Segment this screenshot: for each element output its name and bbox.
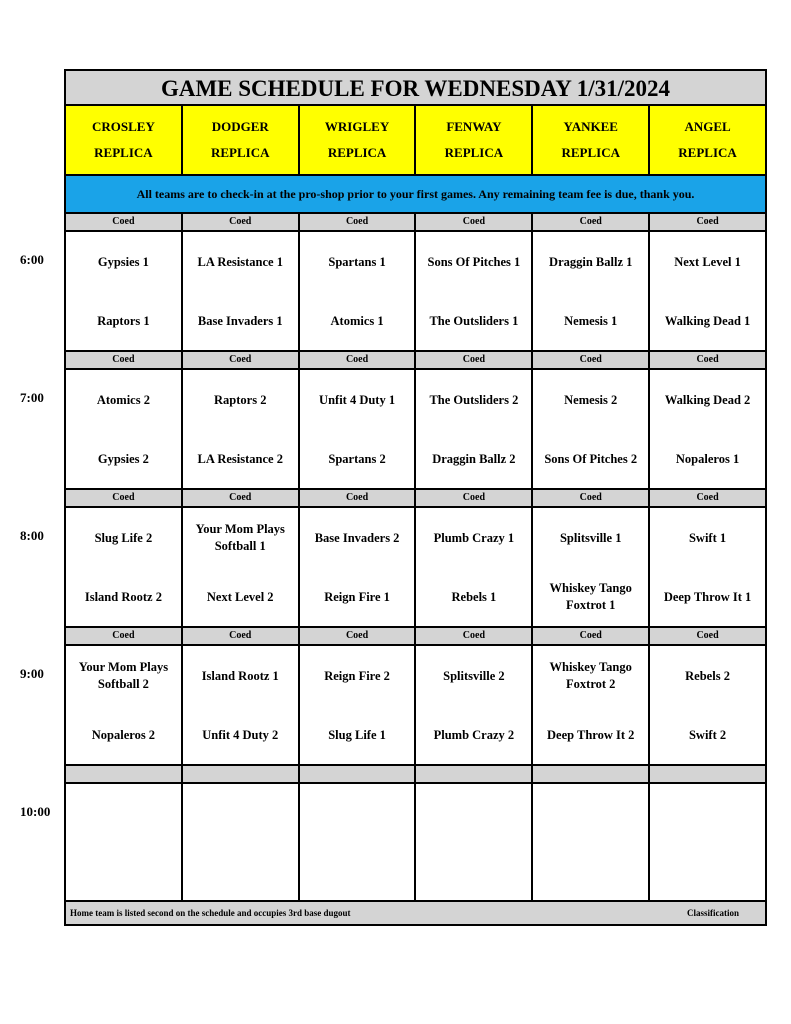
home-team: Unfit 4 Duty 2 bbox=[202, 727, 279, 742]
away-team bbox=[416, 794, 531, 834]
home-team: Base Invaders 1 bbox=[197, 313, 283, 328]
field-type: REPLICA bbox=[210, 145, 270, 160]
field-header-wrigley bbox=[300, 106, 417, 174]
classification-cell bbox=[533, 766, 650, 782]
home-team: Rebels 1 bbox=[451, 589, 497, 604]
home-team: The Outsliders 1 bbox=[429, 313, 519, 328]
away-team bbox=[533, 794, 648, 834]
classification-cell: Coed bbox=[183, 214, 300, 230]
classification-cell bbox=[183, 766, 300, 782]
time-slot-block bbox=[66, 352, 765, 490]
home-team-note: Home team is listed second on the schedule and occupies 3rd base dugout bbox=[70, 908, 351, 918]
home-team: Deep Throw It 1 bbox=[663, 589, 752, 604]
field-header-angel bbox=[650, 106, 765, 174]
field-name: YANKEE bbox=[563, 119, 618, 134]
home-team: Sons Of Pitches 2 bbox=[544, 451, 638, 466]
field-name: DODGER bbox=[211, 119, 269, 134]
classification-cell: Coed bbox=[416, 352, 533, 368]
home-team: Gypsies 2 bbox=[97, 451, 149, 466]
time-label: 10:00 bbox=[20, 804, 51, 819]
field-type: REPLICA bbox=[444, 145, 504, 160]
time-label: 6:00 bbox=[20, 252, 44, 267]
away-team: Sons Of Pitches 1 bbox=[427, 254, 521, 269]
home-team: Draggin Ballz 2 bbox=[432, 451, 516, 466]
away-team: Draggin Ballz 1 bbox=[549, 254, 633, 269]
game-cell bbox=[66, 508, 183, 626]
field-name: FENWAY bbox=[446, 119, 502, 134]
time-label: 9:00 bbox=[20, 666, 44, 681]
games-row bbox=[66, 508, 765, 628]
home-team: Raptors 1 bbox=[97, 313, 150, 328]
home-team: Walking Dead 1 bbox=[664, 313, 751, 328]
home-team: Nemesis 1 bbox=[564, 313, 618, 328]
classification-cell: Coed bbox=[66, 352, 183, 368]
away-team: Slug Life 2 bbox=[94, 530, 153, 545]
page-title: GAME SCHEDULE FOR WEDNESDAY 1/31/2024 bbox=[66, 71, 765, 106]
field-name: CROSLEY bbox=[91, 119, 155, 134]
home-team: Nopaleros 2 bbox=[91, 727, 156, 742]
away-team bbox=[300, 794, 415, 834]
home-team: Atomics 1 bbox=[330, 313, 384, 328]
game-cell bbox=[183, 508, 300, 626]
classification-cell: Coed bbox=[183, 628, 300, 644]
time-slot-block bbox=[66, 490, 765, 628]
game-cell bbox=[650, 784, 765, 902]
games-row bbox=[66, 646, 765, 766]
game-cell bbox=[416, 232, 533, 350]
game-cell bbox=[183, 646, 300, 764]
time-label: 8:00 bbox=[20, 528, 44, 543]
game-cell bbox=[416, 370, 533, 488]
home-team: Next Level 2 bbox=[206, 589, 274, 604]
classification-cell: Coed bbox=[533, 628, 650, 644]
classification-cell: Coed bbox=[696, 216, 719, 227]
away-team: Splitsville 2 bbox=[443, 668, 505, 683]
away-team: The Outsliders 2 bbox=[429, 392, 519, 407]
classification-cell: Coed bbox=[416, 628, 533, 644]
time-slot-block bbox=[66, 214, 765, 352]
away-team bbox=[66, 794, 181, 834]
home-team bbox=[650, 853, 765, 893]
field-type: REPLICA bbox=[561, 145, 620, 160]
field-type: REPLICA bbox=[678, 145, 737, 160]
game-cell bbox=[416, 646, 533, 764]
game-cell bbox=[300, 232, 417, 350]
classification-row bbox=[66, 766, 765, 784]
home-team bbox=[533, 853, 648, 893]
game-cell bbox=[533, 784, 650, 902]
classification-cell: Coed bbox=[183, 352, 300, 368]
games-row bbox=[66, 232, 765, 352]
classification-cell: Coed bbox=[416, 214, 533, 230]
field-header-fenway bbox=[416, 106, 533, 174]
check-in-notice: All teams are to check-in at the pro-shop prior to your first games. Any remaining team fee is due, thank you. bbox=[66, 176, 765, 214]
home-team: Slug Life 1 bbox=[328, 727, 386, 742]
away-team: Nemesis 2 bbox=[564, 392, 618, 407]
classification-cell: Coed bbox=[533, 214, 650, 230]
away-team: Splitsville 1 bbox=[559, 530, 622, 545]
classification-cell: Coed bbox=[300, 352, 417, 368]
game-cell bbox=[183, 232, 300, 350]
classification-cell: Coed bbox=[300, 628, 417, 644]
home-team bbox=[416, 853, 531, 893]
away-team: Plumb Crazy 1 bbox=[433, 530, 515, 545]
game-cell bbox=[533, 370, 650, 488]
game-cell bbox=[300, 784, 417, 902]
game-cell bbox=[66, 370, 183, 488]
away-team: Atomics 2 bbox=[96, 392, 150, 407]
home-team bbox=[183, 853, 298, 893]
classification-cell bbox=[650, 766, 765, 782]
time-slot-block bbox=[66, 766, 765, 904]
classification-row bbox=[66, 628, 765, 646]
field-type: REPLICA bbox=[327, 145, 387, 160]
game-cell bbox=[183, 370, 300, 488]
home-team: Nopaleros 1 bbox=[675, 451, 740, 466]
home-team bbox=[300, 853, 415, 893]
field-name: WRIGLEY bbox=[324, 119, 390, 134]
classification-row bbox=[66, 352, 765, 370]
field-type: REPLICA bbox=[94, 145, 153, 160]
classification-cell: Coed bbox=[66, 628, 183, 644]
schedule-sheet bbox=[64, 69, 767, 926]
game-cell bbox=[533, 646, 650, 764]
game-cell bbox=[533, 232, 650, 350]
classification-cell: Coed bbox=[416, 490, 533, 506]
away-team: Spartans 1 bbox=[328, 254, 386, 269]
time-label: 7:00 bbox=[20, 390, 44, 405]
classification-cell: Coed bbox=[66, 214, 183, 230]
away-team: Whiskey Tango Foxtrot 2 bbox=[549, 660, 632, 691]
away-team: Walking Dead 2 bbox=[664, 392, 751, 407]
away-team: Gypsies 1 bbox=[97, 254, 149, 269]
away-team bbox=[650, 794, 765, 834]
game-cell bbox=[183, 784, 300, 902]
classification-cell bbox=[416, 766, 533, 782]
away-team: Next Level 1 bbox=[674, 254, 741, 269]
home-team: Spartans 2 bbox=[328, 451, 386, 466]
classification-row bbox=[66, 490, 765, 508]
away-team: Your Mom Plays Softball 1 bbox=[195, 522, 285, 553]
classification-cell: Coed bbox=[533, 352, 650, 368]
game-cell bbox=[650, 232, 765, 350]
footer-bar bbox=[66, 900, 765, 924]
away-team: Reign Fire 2 bbox=[324, 668, 390, 683]
classification-cell: Coed bbox=[300, 490, 417, 506]
home-team: Plumb Crazy 2 bbox=[433, 727, 515, 742]
field-header-yankee bbox=[533, 106, 650, 174]
home-team: Whiskey Tango Foxtrot 1 bbox=[549, 581, 632, 612]
game-cell bbox=[300, 646, 417, 764]
game-cell bbox=[66, 232, 183, 350]
game-cell bbox=[650, 646, 765, 764]
away-team: Your Mom Plays Softball 2 bbox=[78, 660, 169, 691]
game-cell bbox=[416, 508, 533, 626]
away-team: LA Resistance 1 bbox=[197, 254, 283, 269]
home-team: Deep Throw It 2 bbox=[547, 727, 635, 742]
classification-label: Classification bbox=[686, 908, 739, 918]
games-row bbox=[66, 370, 765, 490]
away-team: Rebels 2 bbox=[685, 668, 730, 683]
game-cell bbox=[416, 784, 533, 902]
classification-cell: Coed bbox=[696, 354, 719, 365]
home-team: Swift 2 bbox=[688, 727, 727, 742]
classification-row bbox=[66, 214, 765, 232]
field-name: ANGEL bbox=[684, 119, 731, 134]
home-team: LA Resistance 2 bbox=[197, 451, 283, 466]
home-team: Island Rootz 2 bbox=[84, 589, 162, 604]
game-cell bbox=[66, 784, 183, 902]
classification-cell: Coed bbox=[533, 490, 650, 506]
away-team: Swift 1 bbox=[688, 530, 727, 545]
time-slot-block bbox=[66, 628, 765, 766]
field-header-row bbox=[66, 106, 765, 176]
game-cell bbox=[66, 646, 183, 764]
classification-cell: Coed bbox=[183, 490, 300, 506]
classification-cell bbox=[66, 766, 183, 782]
away-team: Base Invaders 2 bbox=[314, 530, 400, 545]
field-header-crosley bbox=[66, 106, 183, 174]
games-row bbox=[66, 784, 765, 904]
away-team: Unfit 4 Duty 1 bbox=[319, 392, 396, 407]
away-team: Raptors 2 bbox=[214, 392, 267, 407]
classification-cell bbox=[300, 766, 417, 782]
game-cell bbox=[533, 508, 650, 626]
away-team: Island Rootz 1 bbox=[201, 668, 279, 683]
game-cell bbox=[300, 370, 417, 488]
home-team: Reign Fire 1 bbox=[324, 589, 390, 604]
classification-cell: Coed bbox=[696, 630, 719, 641]
game-cell bbox=[650, 508, 765, 626]
field-header-dodger bbox=[183, 106, 300, 174]
classification-cell: Coed bbox=[66, 490, 183, 506]
game-cell bbox=[650, 370, 765, 488]
away-team bbox=[183, 794, 298, 834]
game-cell bbox=[300, 508, 417, 626]
home-team bbox=[66, 853, 181, 893]
classification-cell: Coed bbox=[696, 492, 719, 503]
classification-cell: Coed bbox=[300, 214, 417, 230]
